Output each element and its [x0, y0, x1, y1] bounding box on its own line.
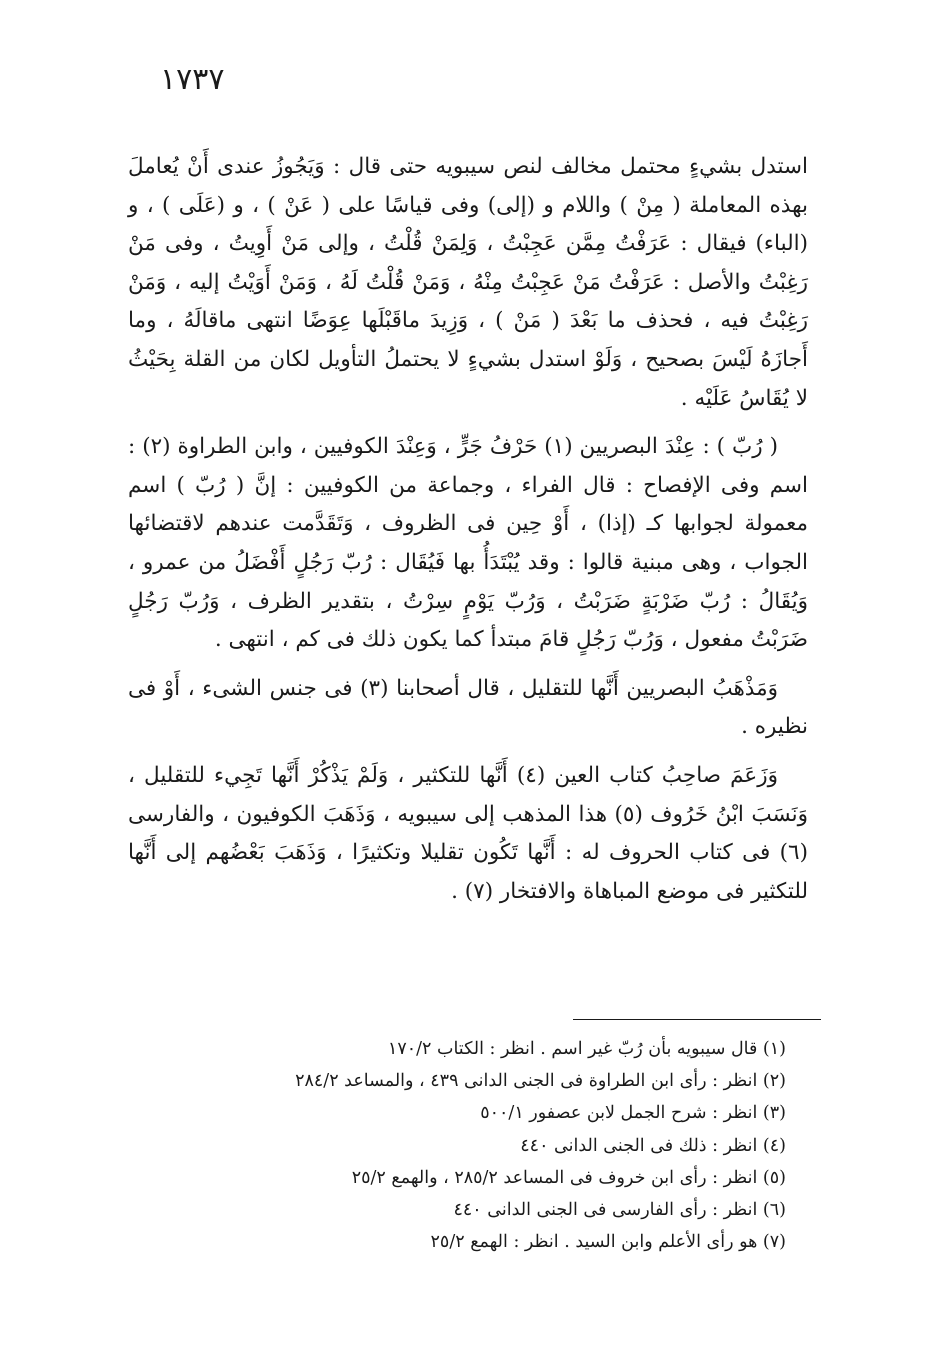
footnote: (٤) انظر : ذلك فى الجنى الدانى ٤٤٠ [520, 1135, 786, 1156]
footnote: (٧) هو رأى الأعلم وابن السيد . انظر : الهمع ٢٥/٢ [430, 1232, 786, 1253]
page-number: ١٧٣٧ [160, 62, 225, 97]
paragraph: وَزَعَمَ صاحِبُ كتاب العين (٤) أَنَّها للتكثير ، وَلَمْ يَذْكُرْ أَنَّها تَجِيء للتقليل ، وَنَسَبَ ابْنُ خَرُوف (٥) هذا المذهب إلى سيبويه ، وَذَهَبَ الكوفيون ، والفارسى (٦) فى كتاب الحروف له : أَنَّها تَكُون تقليلا وتكثيرًا ، وَذَهَبَ بَعْضُهم إلى أَنَّها للتكثير فى موضع المباهاة والافتخار (٧) . [128, 762, 808, 904]
footnote: (٢) انظر : رأى ابن الطراوة فى الجنى الدانى ٤٣٩ ، والمساعد ٢٨٤/٢ [295, 1071, 786, 1092]
paragraph: ( رُبّ ) : عِنْدَ البصريين (١) حَرْفُ جَرٍّ ، وَعِنْدَ الكوفيين ، وابن الطراوة (٢) : اسم وفى الإفصاح : قال الفراء ، وجماعة من الكوفيين : إنَّ ( رُبّ ) اسم معمولة لجوابها كـ (إذا) ، أَوْ حِين فى الظروف ، وَتَقَدَّمت عندهم لاقتضائها الجواب ، وهى مبنية قالوا : وقد يُبْتَدَأُ بها فَيُقَال : رُبّ رَجُلٍ أَفْضَلُ من عمرو ، وَيُقَالُ : رُبّ ضَرْبَةٍ ضَرَبْتُ ، وَرُبّ يَوْمٍ سِرْتُ ، بتقدير الظرف ، وَرُبّ رَجُلٍ ضَرَبْتُ مفعول ، وَرُبّ رَجُلٍ قامَ مبتدأ كما يكون ذلك فى كم ، انتهى . [128, 434, 808, 653]
footnote: (٦) انظر : رأى الفارسى فى الجنى الدانى ٤٤٠ [453, 1200, 786, 1221]
footnotes [128, 1033, 786, 1258]
footnote: (٣) انظر : شرح الجمل لابن عصفور ٥٠٠/١ [480, 1103, 786, 1124]
paragraph: وَمَذْهَبُ البصريين أَنَّها للتقليل ، قال أصحابنا (٣) فى جنس الشىء ، أَوْ فى نظيره . [128, 675, 808, 740]
footnote: (١) قال سيبويه بأن رُبّ غير اسم . انظر : الكتاب ١٧٠/٢ [387, 1039, 786, 1059]
footnote-separator [573, 1019, 821, 1020]
main-text [128, 148, 808, 911]
paragraph: استدل بشيءٍ محتمل مخالف لنص سيبويه حتى قال : وَيَجُوزُ عندى أَنْ يُعاملَ بهذه المعاملة ( مِنْ ) واللام و (إلى) وفى قياسًا على ( عَنْ ) ، و (عَلَى ) ، و (الباء) فيقال : عَرَفْتُ مِمَّن عَجِبْتُ ، وَلِمَنْ قُلْتُ ، وإلى مَنْ أَوِيتُ ، وفى مَنْ رَغِبْتُ والأصل : عَرَفْتُ مَنْ عَجِبْتُ مِنْهُ ، وَمَنْ قُلْتُ لَهُ ، وَمَنْ أَوَيْتُ إليه ، وَمَنْ رَغِبْتُ فيه ، فحذف ما بَعْدَ ( مَنْ ) ، وَزِيدَ ماقَبْلَها عِوَضًا انتهى ماقالَهُ ، وما أَجازَهُ لَيْسَ بصحيح ، وَلَوْ استدل بشيءٍ لا يحتملُ التأويل لكان من القلة بِحَيْثُ لا يُقَاسُ عَلَيْه . [128, 154, 808, 411]
footnote: (٥) انظر : رأى ابن خروف فى المساعد ٢٨٥/٢ ، والهمع ٢٥/٢ [351, 1167, 786, 1188]
